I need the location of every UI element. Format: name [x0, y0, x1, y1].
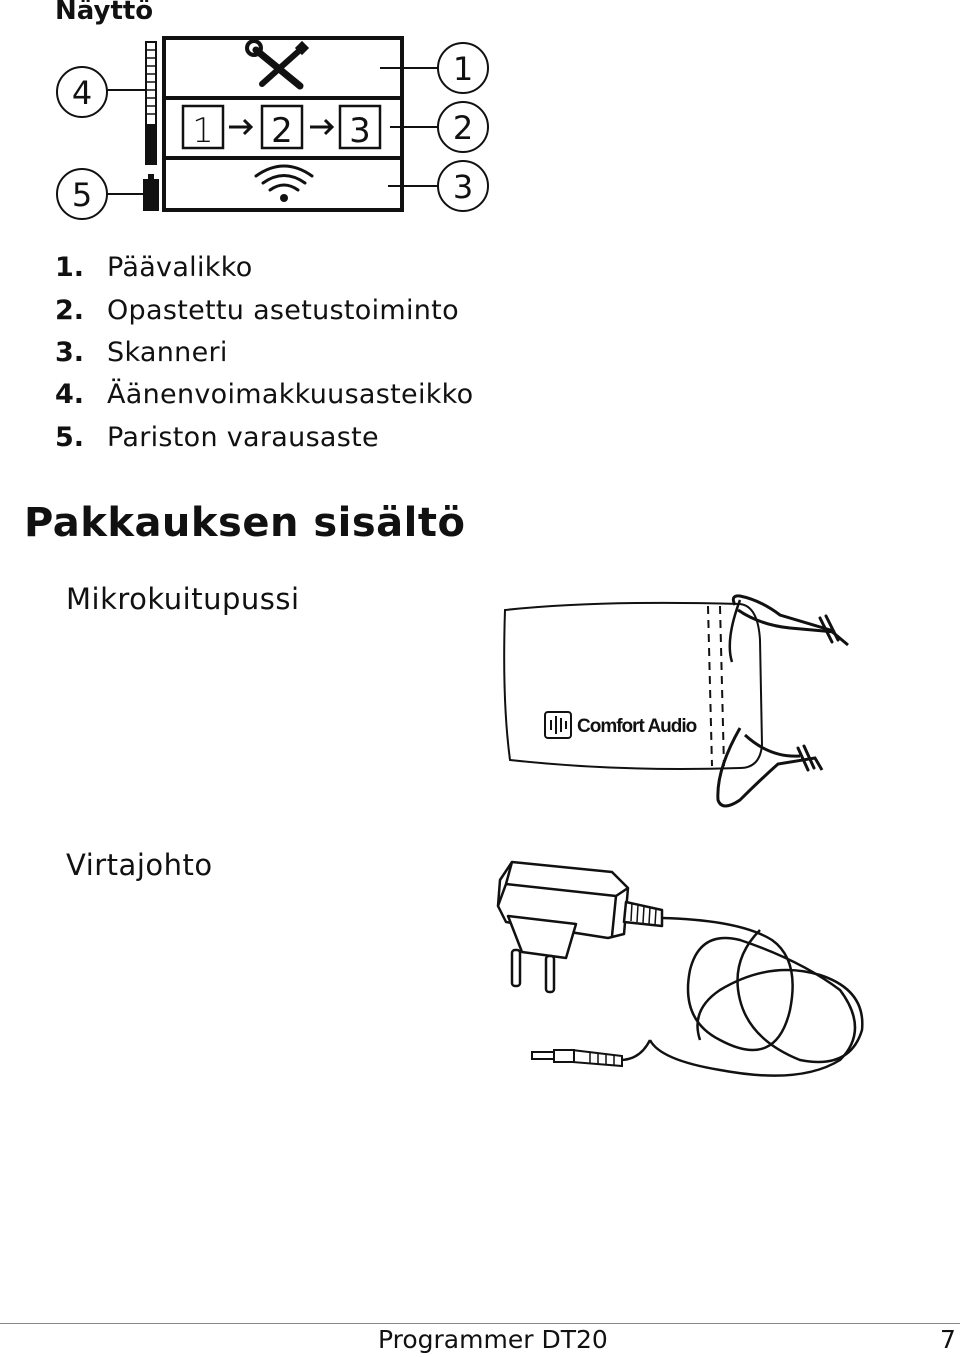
legend-number: 3. [55, 337, 85, 368]
legend-item-4 [55, 379, 473, 410]
svg-text:1: 1 [452, 50, 474, 88]
comfort-audio-logo [545, 712, 697, 738]
svg-text:3: 3 [349, 111, 371, 151]
section-heading-display: Näyttö [55, 0, 154, 26]
legend-text: Pariston varausaste [107, 422, 379, 453]
item-label-microfiber-pouch: Mikrokuitupussi [66, 582, 300, 616]
legend-item-2 [55, 295, 459, 326]
legend-number: 5. [55, 422, 85, 453]
volume-scale-icon [146, 42, 156, 164]
svg-text:5: 5 [71, 176, 93, 214]
legend-item-1 [55, 252, 253, 283]
step-box-2 [262, 106, 302, 151]
step-box-3 [340, 106, 380, 151]
legend-text: Päävalikko [107, 252, 253, 283]
callout-2 [438, 102, 488, 152]
callout-5 [57, 169, 107, 219]
footer-product-name: Programmer DT20 [378, 1325, 608, 1354]
legend-number: 2. [55, 295, 85, 326]
svg-text:Comfort Audio: Comfort Audio [577, 716, 697, 737]
legend-text: Äänenvoimakkuusasteikko [107, 379, 474, 410]
display-diagram [40, 30, 500, 220]
callout-4 [57, 67, 107, 117]
power-adapter-image [490, 850, 870, 1090]
svg-text:2: 2 [271, 111, 293, 151]
battery-icon [143, 174, 159, 211]
arrow-right-icon [229, 120, 251, 134]
callout-3 [438, 161, 488, 211]
tools-icon [247, 41, 309, 86]
page-number: 7 [940, 1325, 956, 1354]
legend-text: Opastettu asetustoiminto [107, 295, 459, 326]
svg-text:1: 1 [192, 111, 214, 151]
legend-item-5 [55, 422, 379, 453]
wifi-icon [256, 166, 312, 202]
svg-text:4: 4 [71, 74, 93, 112]
section-heading-package-contents: Pakkauksen sisältö [24, 500, 466, 546]
svg-text:3: 3 [452, 168, 474, 206]
legend-number: 4. [55, 379, 85, 410]
legend-number: 1. [55, 252, 85, 283]
legend-item-3 [55, 337, 228, 368]
arrow-right-icon [310, 120, 332, 134]
svg-text:2: 2 [452, 109, 474, 147]
callout-1 [438, 43, 488, 93]
microfiber-pouch-image [490, 585, 870, 820]
item-label-power-cord: Virtajohto [66, 848, 213, 882]
legend-text: Skanneri [107, 337, 228, 368]
step-box-1 [183, 106, 223, 151]
footer-divider [0, 1323, 960, 1324]
